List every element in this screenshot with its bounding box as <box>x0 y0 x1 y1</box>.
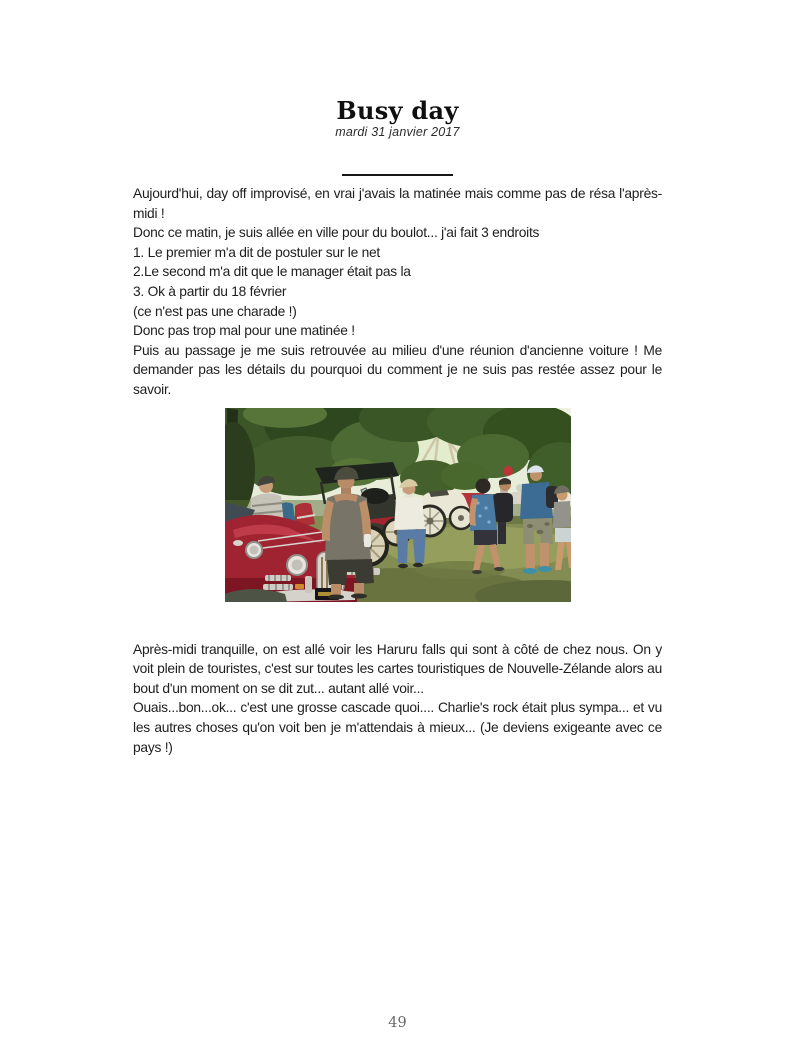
section-divider <box>342 174 453 176</box>
aside-line: (ce n'est pas une charade !) <box>133 303 297 319</box>
post-header <box>0 0 795 176</box>
page-footer <box>0 1015 795 1031</box>
post-body <box>133 184 662 757</box>
paragraph-cars: Puis au passage je me suis retrouvée au milieu d'une réunion d'ancienne voiture ! Me demander pas les détails du pourquoi du comment je ne suis pas restée assez pour le savoir. <box>133 342 662 397</box>
article-photo-figure <box>133 408 662 602</box>
list-line-1: 1. Le premier m'a dit de postuler sur le net <box>133 244 381 260</box>
conclusion-line: Donc pas trop mal pour une matinée ! <box>133 323 355 339</box>
page-number: 49 <box>388 1015 407 1031</box>
paragraph-morning: Donc ce matin, je suis allée en ville pour du boulot... j'ai fait 3 endroits <box>133 225 540 241</box>
paragraph-cascade: Ouais...bon...ok... c'est une grosse cascade quoi.... Charlie's rock était plus sympa... et vu les autres choses qu'on voit ben je m'attendais à mieux... (Je deviens exigeante avec ce pays !) <box>133 700 662 755</box>
list-line-2: 2.Le second m'a dit que le manager était pas la <box>133 264 411 280</box>
paragraph-haruru: Après-midi tranquille, on est allé voir les Haruru falls qui sont à côté de chez nous. On y voit plein de touristes, c'est sur toutes les cartes touristiques de Nouvelle-Zélande alors au bout d'un moment on se dit zut... autant allé voir... <box>133 641 662 696</box>
vintage-car-meeting-photo <box>225 408 571 602</box>
post-date: mardi 31 janvier 2017 <box>335 125 460 139</box>
paragraph-intro: Aujourd'hui, day off improvisé, en vrai j'avais la matinée mais comme pas de résa l'après-midi ! <box>133 186 662 221</box>
post-title: Busy day <box>336 96 459 125</box>
list-line-3: 3. Ok à partir du 18 février <box>133 283 287 299</box>
